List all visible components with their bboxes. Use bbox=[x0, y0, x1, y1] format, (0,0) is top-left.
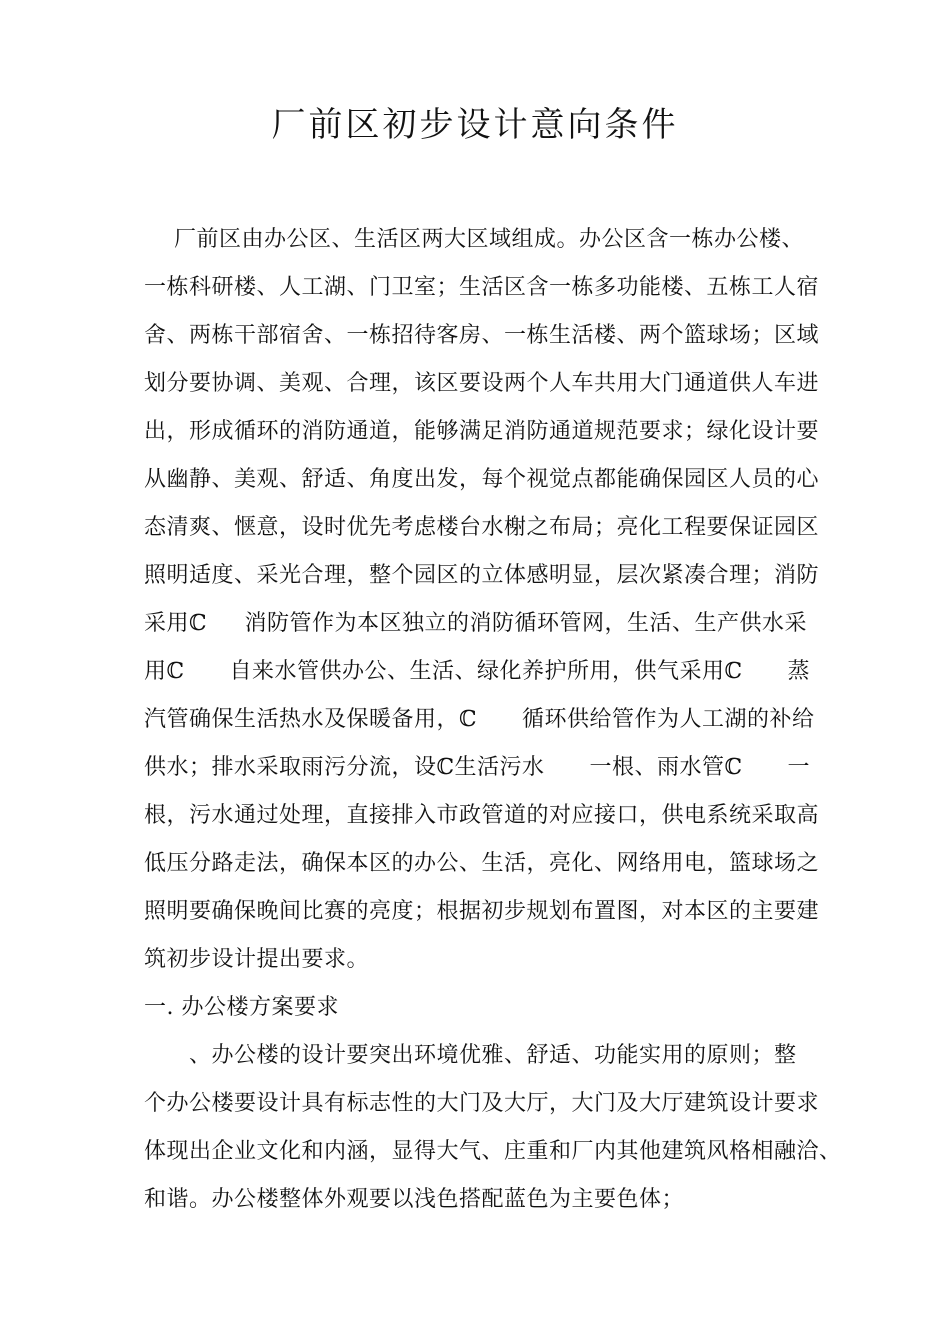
body-line: 低压分路走法，确保本区的办公、生活，亮化、网络用电，篮球场之 bbox=[144, 851, 820, 876]
body-line: 厂前区由办公区、生活区两大区域组成。办公区含一栋办公楼、 bbox=[144, 227, 804, 252]
section-line: 体现出企业文化和内涵，显得大气、庄重和厂内其他建筑风格相融洽、 bbox=[144, 1139, 842, 1164]
body-line: 出，形成循环的消防通道，能够满足消防通道规范要求；绿化设计要 bbox=[144, 419, 820, 444]
body-line: 照明适度、采光合理，整个园区的立体感明显，层次紧凑合理；消防 bbox=[144, 563, 820, 588]
body-line: 用ℂ 自来水管供办公、生活、绿化养护所用，供气采用ℂ 蒸 bbox=[144, 659, 810, 684]
section-line: 和谐。办公楼整体外观要以浅色搭配蓝色为主要色体； bbox=[144, 1187, 685, 1212]
body-line: 供水；排水采取雨污分流，设ℂ生活污水 一根、雨水管ℂ 一 bbox=[144, 755, 810, 780]
body-line: 筑初步设计提出要求。 bbox=[144, 947, 370, 972]
section-line: 个办公楼要设计具有标志性的大门及大厅，大门及大厅建筑设计要求 bbox=[144, 1091, 820, 1116]
body-line: 从幽静、美观、舒适、角度出发，每个视觉点都能确保园区人员的心 bbox=[144, 467, 820, 492]
body-line: 舍、两栋干部宿舍、一栋招待客房、一栋生活楼、两个篮球场；区域 bbox=[144, 323, 820, 348]
body-line: 态清爽、惬意，设时优先考虑楼台水榭之布局；亮化工程要保证园区 bbox=[144, 515, 820, 540]
body-line: 根，污水通过处理，直接排入市政管道的对应接口，供电系统采取高 bbox=[144, 803, 820, 828]
document-title: 厂前区初步设计意向条件 bbox=[271, 105, 679, 145]
body-line: 汽管确保生活热水及保暖备用，ℂ 循环供给管作为人工湖的补给 bbox=[144, 707, 815, 732]
body-line: 照明要确保晚间比赛的亮度；根据初步规划布置图，对本区的主要建 bbox=[144, 899, 820, 924]
section-heading: 一. 办公楼方案要求 bbox=[144, 995, 339, 1020]
section-line: 、办公楼的设计要突出环境优雅、舒适、功能实用的原则；整 bbox=[144, 1043, 797, 1068]
body-line: 一栋科研楼、人工湖、门卫室；生活区含一栋多功能楼、五栋工人宿 bbox=[144, 275, 820, 300]
body-line: 采用ℂ 消防管作为本区独立的消防循环管网，生活、生产供水采 bbox=[144, 611, 807, 636]
body-line: 划分要协调、美观、合理，该区要设两个人车共用大门通道供人车进 bbox=[144, 371, 820, 396]
